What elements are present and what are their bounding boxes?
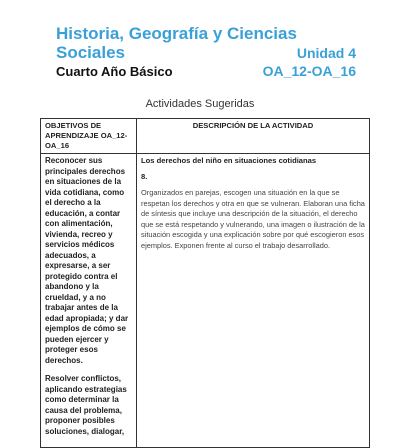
unit-label: Unidad 4: [296, 45, 356, 61]
objectives-cell: [41, 154, 137, 448]
oa-range-label: OA_12-OA_16: [262, 63, 356, 79]
grade-label: Cuarto Año Básico: [56, 64, 173, 79]
activity-cell: [137, 154, 370, 448]
subject-title-line1: Historia, Geografía y Ciencias: [56, 24, 297, 43]
table-row: [41, 154, 370, 448]
subject-title-line2: Sociales: [56, 43, 125, 62]
activity-number: 8.: [141, 172, 148, 181]
document-header: [56, 24, 356, 80]
section-title: Actividades Sugeridas: [145, 98, 255, 110]
objectives-header: OBJETIVOS DE APRENDIZAJE OA_12-OA_16: [41, 119, 137, 154]
activities-table: [40, 118, 370, 448]
objective-item: Resolver conflictos, aplicando estrategias como determinar la causa del problema, proponer posibles soluciones, dialogar,: [45, 374, 127, 436]
activity-title: Los derechos del niño en situaciones cotidianas: [141, 156, 317, 165]
objective-item: Reconocer sus principales derechos en situaciones de la vida cotidiana, como el derecho a la educación, a contar con alimentación, vivienda, recreo y servicios médicos adecuados, a expresarse, a ser protegido contra el abandono y la crueldad, y a no trabajar antes de la edad apropiada; y dar ejemplos de cómo se pueden ejercer y proteger esos derechos.: [45, 156, 129, 365]
description-header: DESCRIPCIÓN DE LA ACTIVIDAD: [137, 119, 370, 154]
table-header-row: [41, 119, 370, 154]
grade-row: [56, 63, 356, 80]
activity-body: Organizados en parejas, escogen una situación en la que se respetan los derechos y otra en que se vulneran. Elaboran una ficha de síntesis que incluye una descripción de la situación, el derecho que se está respetando y vulnerando, una imagen o ilustración de la situación escogida y una explicación sobre por qué escogieron esos ejemplos. Exponen frente al curso el trabajo desarrollado.: [141, 188, 365, 250]
subject-title-row2: [56, 43, 356, 63]
